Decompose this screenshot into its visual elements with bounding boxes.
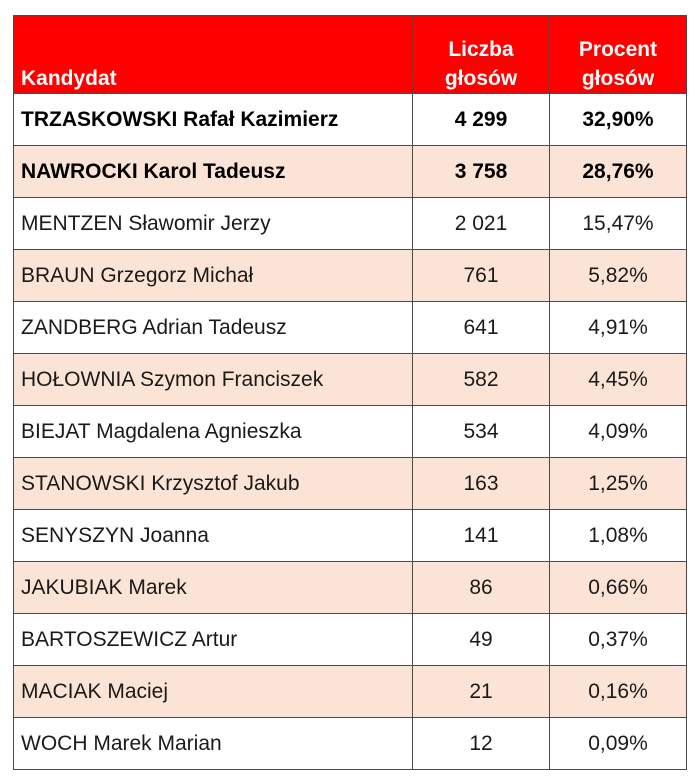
vote-count: 582 [413, 354, 550, 406]
header-candidate [14, 16, 413, 94]
candidate-name: WOCH Marek Marian [14, 718, 413, 770]
vote-count: 641 [413, 302, 550, 354]
vote-count: 12 [413, 718, 550, 770]
vote-percent: 15,47% [550, 198, 687, 250]
header-percent-line1: Procent [578, 38, 658, 61]
candidate-name: BARTOSZEWICZ Artur [14, 614, 413, 666]
table-row [14, 562, 687, 614]
table-row [14, 354, 687, 406]
vote-count: 761 [413, 250, 550, 302]
table-row [14, 302, 687, 354]
vote-count: 2 021 [413, 198, 550, 250]
table-row [14, 614, 687, 666]
header-votes-line1: Liczba [448, 38, 514, 61]
vote-percent: 4,09% [550, 406, 687, 458]
vote-percent: 0,09% [550, 718, 687, 770]
table-row [14, 406, 687, 458]
header-percent [550, 16, 687, 94]
header-row [14, 16, 687, 94]
table-body [14, 94, 687, 770]
table-row [14, 146, 687, 198]
table-row [14, 510, 687, 562]
table-row [14, 666, 687, 718]
vote-count: 163 [413, 458, 550, 510]
candidate-name: BIEJAT Magdalena Agnieszka [14, 406, 413, 458]
vote-count: 86 [413, 562, 550, 614]
candidate-name: JAKUBIAK Marek [14, 562, 413, 614]
candidate-name: MACIAK Maciej [14, 666, 413, 718]
vote-percent: 0,16% [550, 666, 687, 718]
vote-count: 49 [413, 614, 550, 666]
header-candidate-label: Kandydat [21, 67, 117, 90]
header-percent-line2: głosów [581, 67, 655, 90]
candidate-name: STANOWSKI Krzysztof Jakub [14, 458, 413, 510]
vote-percent: 28,76% [550, 146, 687, 198]
table-row [14, 198, 687, 250]
vote-percent: 1,25% [550, 458, 687, 510]
candidate-name: BRAUN Grzegorz Michał [14, 250, 413, 302]
vote-percent: 1,08% [550, 510, 687, 562]
results-table [13, 15, 687, 770]
vote-count: 21 [413, 666, 550, 718]
table-row [14, 94, 687, 146]
vote-percent: 0,37% [550, 614, 687, 666]
candidate-name: MENTZEN Sławomir Jerzy [14, 198, 413, 250]
candidate-name: ZANDBERG Adrian Tadeusz [14, 302, 413, 354]
vote-count: 3 758 [413, 146, 550, 198]
candidate-name: HOŁOWNIA Szymon Franciszek [14, 354, 413, 406]
vote-percent: 4,91% [550, 302, 687, 354]
table-header [14, 16, 687, 94]
vote-count: 534 [413, 406, 550, 458]
table-row [14, 250, 687, 302]
vote-count: 141 [413, 510, 550, 562]
vote-percent: 0,66% [550, 562, 687, 614]
vote-percent: 5,82% [550, 250, 687, 302]
candidate-name: NAWROCKI Karol Tadeusz [14, 146, 413, 198]
header-votes-line2: głosów [444, 67, 518, 90]
vote-percent: 4,45% [550, 354, 687, 406]
candidate-name: TRZASKOWSKI Rafał Kazimierz [14, 94, 413, 146]
vote-count: 4 299 [413, 94, 550, 146]
table-row [14, 718, 687, 770]
table-row [14, 458, 687, 510]
vote-percent: 32,90% [550, 94, 687, 146]
candidate-name: SENYSZYN Joanna [14, 510, 413, 562]
header-votes [413, 16, 550, 94]
